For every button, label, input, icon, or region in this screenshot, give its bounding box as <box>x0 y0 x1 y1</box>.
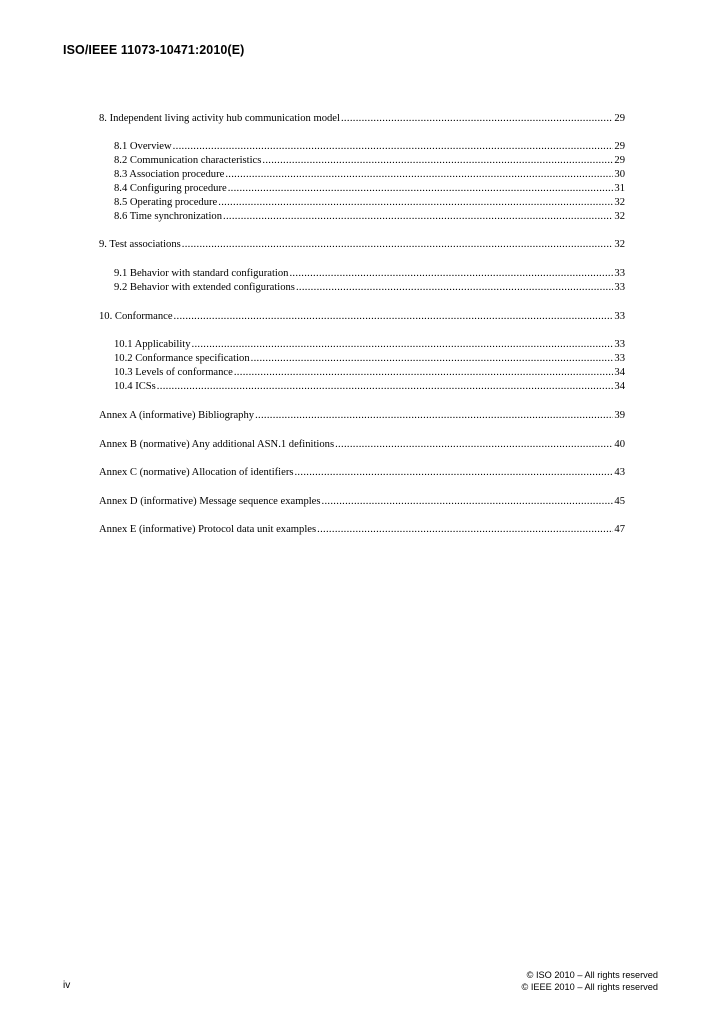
toc-entry-page: 45 <box>614 496 625 507</box>
toc-entry-page: 34 <box>614 367 625 378</box>
toc-entry[interactable] <box>114 154 625 168</box>
toc-entry-page: 32 <box>614 197 625 208</box>
toc-leader-dots <box>289 267 613 281</box>
toc-leader-dots <box>335 438 613 452</box>
toc-entry[interactable] <box>114 380 625 394</box>
toc-entry-page: 31 <box>614 183 625 194</box>
toc-entry[interactable] <box>114 168 625 182</box>
toc-leader-dots <box>174 310 614 324</box>
toc-entry-title: Annex E (informative) Protocol data unit examples <box>99 524 317 535</box>
toc-entry[interactable] <box>114 182 625 196</box>
toc-entry[interactable] <box>114 338 625 352</box>
toc-leader-dots <box>223 210 613 224</box>
toc-entry-title: Annex B (normative) Any additional ASN.1 definitions <box>99 439 335 450</box>
toc-entry-page: 39 <box>614 410 625 421</box>
toc-entry-page: 33 <box>614 268 625 279</box>
footer-copyright <box>522 969 658 993</box>
toc-entry-title: 10.4 ICSs <box>114 381 156 392</box>
toc-entry-page: 29 <box>614 113 625 124</box>
toc-entry[interactable] <box>99 495 625 509</box>
toc-leader-dots <box>173 140 614 154</box>
page-header-title: ISO/IEEE 11073-10471:2010(E) <box>63 43 245 57</box>
toc-leader-dots <box>225 168 613 182</box>
toc-leader-dots <box>341 112 613 126</box>
toc-leader-dots <box>255 409 613 423</box>
toc-entry-title: 8.6 Time synchronization <box>114 211 222 222</box>
toc-entry[interactable] <box>114 210 625 224</box>
toc-leader-dots <box>192 338 614 352</box>
toc-entry-page: 40 <box>614 439 625 450</box>
toc-entry-page: 34 <box>614 381 625 392</box>
toc-leader-dots <box>182 238 614 252</box>
toc-entry[interactable] <box>114 366 625 380</box>
toc-entry-title: 8.2 Communication characteristics <box>114 155 262 166</box>
toc-entry-title: 10.3 Levels of conformance <box>114 367 233 378</box>
copyright-iso: © ISO 2010 – All rights reserved <box>526 970 658 980</box>
toc-entry[interactable] <box>99 238 625 252</box>
toc-entry-title: 10. Conformance <box>99 311 173 322</box>
toc-entry[interactable] <box>114 352 625 366</box>
toc-entry-title: 10.1 Applicability <box>114 339 191 350</box>
toc-entry[interactable] <box>99 310 625 324</box>
footer-page-number: iv <box>63 980 71 991</box>
toc-entry-title: 10.2 Conformance specification <box>114 353 250 364</box>
toc-entry-page: 29 <box>614 155 625 166</box>
toc-entry-title: Annex A (informative) Bibliography <box>99 410 255 421</box>
toc-entry-page: 32 <box>614 211 625 222</box>
toc-entry-page: 29 <box>614 141 625 152</box>
toc-leader-dots <box>296 281 613 295</box>
toc-entry[interactable] <box>99 112 625 126</box>
toc-entry-page: 32 <box>614 239 625 250</box>
toc-entry-title: 8.4 Configuring procedure <box>114 183 227 194</box>
toc-entry[interactable] <box>114 281 625 295</box>
toc-entry[interactable] <box>114 267 625 281</box>
toc-entry-title: 8. Independent living activity hub communication model <box>99 113 340 124</box>
toc-entry[interactable] <box>99 438 625 452</box>
toc-entry-page: 33 <box>614 311 625 322</box>
toc-entry-title: 9.2 Behavior with extended configurations <box>114 282 295 293</box>
toc-entry-title: 9. Test associations <box>99 239 181 250</box>
toc-entry-page: 43 <box>614 467 625 478</box>
toc-leader-dots <box>322 495 614 509</box>
toc-entry-title: Annex C (normative) Allocation of identifiers <box>99 467 294 478</box>
toc-entry[interactable] <box>99 466 625 480</box>
toc-leader-dots <box>234 366 614 380</box>
toc-entry[interactable] <box>99 523 625 537</box>
toc-leader-dots <box>218 196 613 210</box>
toc-leader-dots <box>294 466 613 480</box>
toc-leader-dots <box>157 380 614 394</box>
toc-entry[interactable] <box>114 196 625 210</box>
toc-leader-dots <box>262 154 613 168</box>
toc-entry-page: 33 <box>614 282 625 293</box>
toc-entry-page: 47 <box>614 524 625 535</box>
toc-entry-page: 33 <box>614 339 625 350</box>
toc-entry[interactable] <box>99 409 625 423</box>
toc-entry-page: 33 <box>614 353 625 364</box>
toc-entry-title: Annex D (informative) Message sequence examples <box>99 496 321 507</box>
toc-entry-page: 30 <box>614 169 625 180</box>
toc-leader-dots <box>228 182 614 196</box>
toc-leader-dots <box>317 523 613 537</box>
toc-entry-title: 8.3 Association procedure <box>114 169 225 180</box>
toc-entry[interactable] <box>114 140 625 154</box>
toc-leader-dots <box>251 352 614 366</box>
copyright-ieee: © IEEE 2010 – All rights reserved <box>521 982 658 992</box>
toc-entry-title: 9.1 Behavior with standard configuration <box>114 268 289 279</box>
toc-entry-title: 8.1 Overview <box>114 141 172 152</box>
toc-entry-title: 8.5 Operating procedure <box>114 197 218 208</box>
